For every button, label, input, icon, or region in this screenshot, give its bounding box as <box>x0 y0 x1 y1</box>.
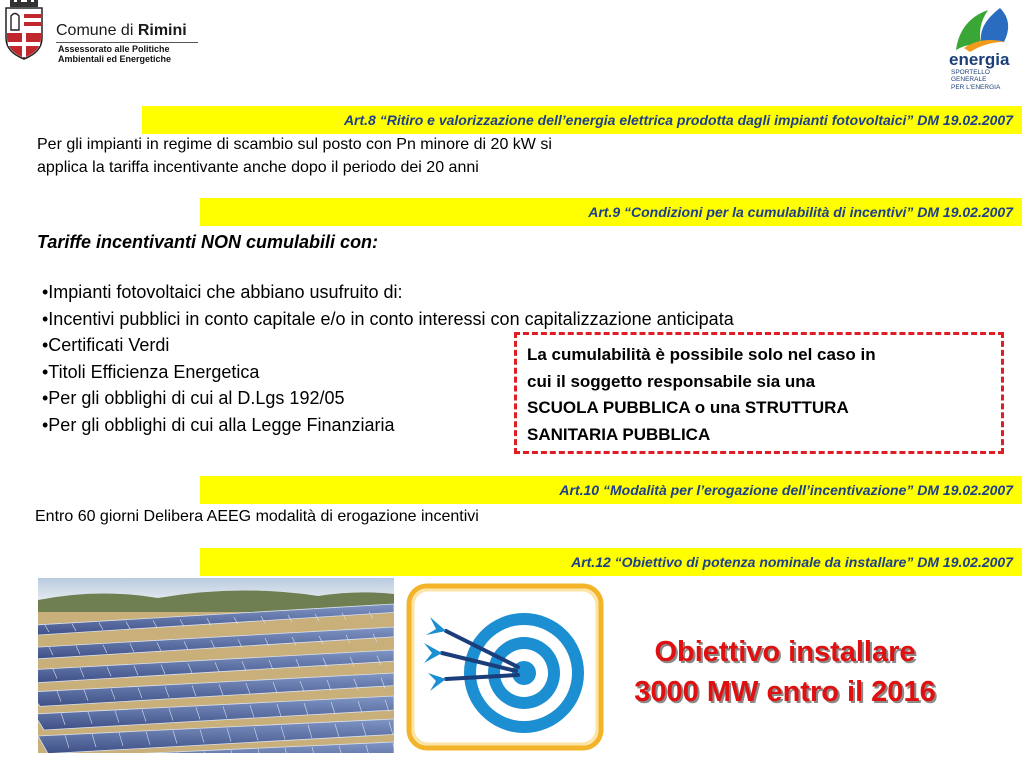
art8-text-line-1: Per gli impianti in regime di scambio sul posto con Pn minore di 20 kW si <box>37 136 552 153</box>
list-item: •Incentivi pubblici in conto capitale e/o in conto interessi con capitalizzazione anticipata <box>42 308 734 329</box>
assessorato-label <box>58 44 171 64</box>
art10-banner: Art.10 “Modalità per l’erogazione dell’incentivazione” DM 19.02.2007 <box>200 476 1022 504</box>
energia-sub-line-3: PER L'ENERGIA <box>951 83 1001 91</box>
solar-panels-photo <box>38 578 394 753</box>
list-item: •Titoli Efficienza Energetica <box>42 361 260 382</box>
callout-line-1: La cumulabilità è possibile solo nel caso in <box>527 345 876 364</box>
goal-line-2: 3000 MW entro il 2016 <box>634 676 936 708</box>
header-divider <box>56 42 198 43</box>
energia-wordmark: energia <box>949 50 1010 69</box>
art9-banner: Art.9 “Condizioni per la cumulabilità di incentivi” DM 19.02.2007 <box>200 198 1022 226</box>
list-item: •Per gli obblighi di cui alla Legge Finanziaria <box>42 414 395 435</box>
cumulabilita-callout <box>514 332 1004 454</box>
assessorato-line-1: Assessorato alle Politiche <box>58 44 170 54</box>
comune-title <box>56 22 187 40</box>
art8-text-line-2: applica la tariffa incentivante anche dopo il periodo dei 20 anni <box>37 159 479 176</box>
list-item: •Certificati Verdi <box>42 335 170 355</box>
callout-line-3: SCUOLA PUBBLICA o una STRUTTURA <box>527 398 849 417</box>
callout-line-2: cui il soggetto responsabile sia una <box>527 371 816 391</box>
art8-text <box>37 133 552 179</box>
list-item: •Impianti fotovoltaici che abbiano usufruito di: <box>42 282 403 302</box>
callout-line-4: SANITARIA PUBBLICA <box>527 424 711 444</box>
comune-prefix: Comune di <box>56 22 138 39</box>
art12-banner: Art.12 “Obiettivo di potenza nominale da installare” DM 19.02.2007 <box>200 548 1022 576</box>
target-darts-icon <box>406 583 604 751</box>
energia-sub-line-1: SPORTELLO <box>951 69 990 76</box>
list-item: •Per gli obblighi di cui al D.Lgs 192/05 <box>42 388 345 408</box>
rimini-crest-icon <box>2 0 46 60</box>
obiettivo-text <box>605 632 965 712</box>
goal-line-1: Obiettivo installare <box>654 636 916 668</box>
art10-text: Entro 60 giorni Delibera AEEG modalità di erogazione incentivi <box>35 508 479 525</box>
energia-subtitle <box>951 69 1000 91</box>
tariffe-heading: Tariffe incentivanti NON cumulabili con: <box>37 232 379 252</box>
comune-name: Rimini <box>137 22 187 39</box>
assessorato-line-2: Ambientali ed Energetiche <box>58 54 172 64</box>
energia-sub-line-2: GENERALE <box>951 76 987 84</box>
art8-banner: Art.8 “Ritiro e valorizzazione dell’energia elettrica prodotta dagli impianti fotovoltaici” DM 19.02.2007 <box>142 106 1022 134</box>
